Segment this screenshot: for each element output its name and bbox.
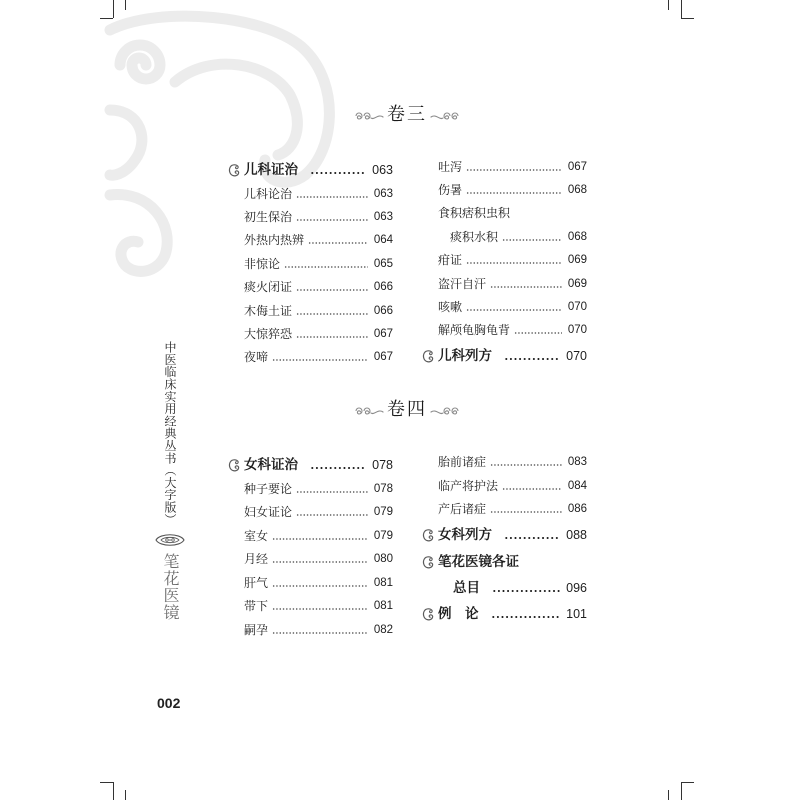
- book-title-vertical: 笔花医镜: [161, 553, 180, 621]
- cartouche-ornament-icon: [154, 532, 186, 548]
- entry-page-number: 068: [567, 184, 587, 196]
- entry-title: 咳嗽: [438, 300, 463, 314]
- toc-heading-entry: [228, 161, 393, 179]
- crop-mark-top-left: [113, 0, 114, 18]
- entry-title: 木侮土证: [244, 304, 293, 318]
- entry-page-number: 081: [373, 577, 393, 589]
- entry-title: 嗣孕: [244, 623, 269, 637]
- entry-page-number: 080: [373, 553, 393, 565]
- entry-title: 月经: [244, 552, 269, 566]
- entry-title: 儿科列方: [438, 348, 492, 364]
- entry-title: 吐泻: [438, 160, 463, 174]
- cloud-scroll-icon: [422, 347, 438, 365]
- entry-page-number: 088: [566, 528, 587, 542]
- crop-mark-bottom-left: [125, 790, 126, 800]
- dot-leader: [296, 513, 368, 517]
- crop-mark-bottom-right: [668, 790, 669, 800]
- dot-leader: [284, 265, 368, 269]
- toc-heading-entry: [422, 605, 587, 623]
- ornament-right-icon: [430, 405, 460, 417]
- volume-title: 卷三: [387, 104, 427, 125]
- dot-leader: [272, 631, 368, 635]
- crop-mark-bottom-right: [681, 782, 694, 783]
- dot-leader: [296, 312, 368, 316]
- crop-mark-bottom-left: [113, 782, 114, 800]
- toc-entry: [244, 550, 393, 568]
- entry-page-number: 063: [373, 211, 393, 223]
- toc-entry: [244, 325, 393, 343]
- toc-heading-entry: [422, 347, 587, 365]
- toc-entry: [244, 574, 393, 592]
- toc-entry: [438, 251, 587, 269]
- entry-title: 带下: [244, 599, 269, 613]
- entry-page-number: 082: [373, 624, 393, 636]
- dot-leader: [466, 261, 562, 265]
- entry-page-number: 070: [567, 301, 587, 313]
- dot-leader: [310, 171, 366, 175]
- entry-title: 初生保治: [244, 210, 293, 224]
- toc-entry: [244, 278, 393, 296]
- entry-page-number: 078: [372, 458, 393, 472]
- dot-leader: [466, 168, 562, 172]
- toc-entry: [244, 621, 393, 639]
- crop-mark-top-left: [125, 0, 126, 10]
- entry-title: 产后诸症: [438, 502, 487, 516]
- crop-mark-top-left: [100, 18, 113, 19]
- entry-title: 夜啼: [244, 350, 269, 364]
- entry-page-number: 068: [567, 231, 587, 243]
- entry-page-number: 081: [373, 600, 393, 612]
- ornament-right-icon: [430, 110, 460, 122]
- toc-heading-entry-continuation: [453, 579, 587, 597]
- series-title-vertical: 中医临床实用经典丛书（大字版）: [163, 341, 177, 526]
- toc-entry-continuation: [450, 228, 587, 246]
- dot-leader: [466, 191, 562, 195]
- entry-page-number: 079: [373, 506, 393, 518]
- entry-page-number: 086: [567, 503, 587, 515]
- toc-entry: [438, 321, 587, 339]
- entry-page-number: 084: [567, 480, 587, 492]
- entry-title: 非惊论: [244, 257, 281, 271]
- entry-page-number: 069: [567, 254, 587, 266]
- dot-leader: [272, 607, 368, 611]
- cloud-scroll-icon: [228, 456, 244, 474]
- entry-title: 大惊猝恐: [244, 327, 293, 341]
- entry-page-number: 079: [373, 530, 393, 542]
- toc-entry: [244, 503, 393, 521]
- entry-title: 胎前诸症: [438, 455, 487, 469]
- dot-leader: [272, 560, 368, 564]
- crop-mark-bottom-right: [681, 782, 682, 800]
- dot-leader: [492, 589, 560, 593]
- ornament-left-icon: [354, 110, 384, 122]
- entry-title: 盗汗自汗: [438, 277, 487, 291]
- entry-page-number: 064: [373, 234, 393, 246]
- toc-entry: [244, 302, 393, 320]
- crop-mark-top-right: [668, 0, 669, 10]
- cloud-scroll-icon: [422, 526, 438, 544]
- entry-title: 女科证治: [244, 457, 298, 473]
- toc-entry: [244, 208, 393, 226]
- crop-mark-top-right: [681, 18, 694, 19]
- toc-entry: [244, 527, 393, 545]
- dot-leader: [296, 195, 368, 199]
- entry-page-number: 083: [567, 456, 587, 468]
- entry-page-number: 066: [373, 305, 393, 317]
- entry-page-number: 070: [566, 349, 587, 363]
- toc-entry: [244, 597, 393, 615]
- entry-page-number: 069: [567, 278, 587, 290]
- entry-title: 临产将护法: [438, 479, 499, 493]
- dot-leader: [296, 490, 368, 494]
- entry-page-number: 067: [373, 351, 393, 363]
- entry-page-number: 065: [373, 258, 393, 270]
- toc-heading-entry: [422, 553, 587, 571]
- dot-leader: [296, 218, 368, 222]
- toc-heading-entry: [228, 456, 393, 474]
- entry-title: 儿科证治: [244, 162, 298, 178]
- entry-title: 外热内热辨: [244, 233, 305, 247]
- toc-entry: [244, 185, 393, 203]
- entry-title: 儿科论治: [244, 187, 293, 201]
- entry-page-number: 078: [373, 483, 393, 495]
- ornament-left-icon: [354, 405, 384, 417]
- dot-leader: [466, 308, 562, 312]
- dot-leader: [504, 357, 560, 361]
- toc-entry: [438, 500, 587, 518]
- entry-page-number: 067: [567, 161, 587, 173]
- dot-leader: [272, 584, 368, 588]
- dot-leader: [514, 331, 562, 335]
- dot-leader: [296, 335, 368, 339]
- toc-entry: [438, 204, 587, 222]
- entry-title: 总目: [453, 580, 480, 596]
- entry-page-number: 063: [372, 163, 393, 177]
- toc-entry: [244, 348, 393, 366]
- entry-page-number: 063: [373, 188, 393, 200]
- crop-mark-top-right: [681, 0, 682, 18]
- entry-title: 女科列方: [438, 527, 492, 543]
- toc-entry: [438, 158, 587, 176]
- entry-title: 解颅龟胸龟背: [438, 323, 511, 337]
- entry-page-number: 096: [566, 581, 587, 595]
- entry-title: 种子要论: [244, 482, 293, 496]
- dot-leader: [491, 615, 561, 619]
- toc-heading-entry: [422, 526, 587, 544]
- dot-leader: [296, 288, 368, 292]
- cloud-scroll-icon: [228, 161, 244, 179]
- toc-entry: [244, 255, 393, 273]
- toc-entry: [438, 275, 587, 293]
- cloud-scroll-icon: [422, 553, 438, 571]
- entry-title: 笔花医镜各证: [438, 554, 519, 570]
- dot-leader: [490, 510, 562, 514]
- cloud-scroll-icon: [422, 605, 438, 623]
- dot-leader: [272, 358, 368, 362]
- toc-entry: [244, 231, 393, 249]
- dot-leader: [502, 238, 562, 242]
- entry-title: 伤暑: [438, 183, 463, 197]
- dot-leader: [310, 466, 366, 470]
- toc-entry: [438, 477, 587, 495]
- toc-entry: [438, 181, 587, 199]
- page-number: 002: [157, 695, 181, 711]
- dot-leader: [504, 536, 560, 540]
- entry-title: 例 论: [438, 606, 479, 622]
- crop-mark-bottom-left: [100, 782, 113, 783]
- entry-page-number: 101: [566, 607, 587, 621]
- entry-title: 室女: [244, 529, 269, 543]
- entry-page-number: 066: [373, 281, 393, 293]
- entry-page-number: 070: [567, 324, 587, 336]
- volume-title: 卷四: [387, 399, 427, 420]
- entry-title: 肝气: [244, 576, 269, 590]
- dot-leader: [308, 241, 368, 245]
- entry-title: 痰积水积: [450, 230, 499, 244]
- dot-leader: [490, 285, 562, 289]
- entry-title: 妇女证论: [244, 505, 293, 519]
- dot-leader: [490, 463, 562, 467]
- dot-leader: [502, 487, 562, 491]
- dot-leader: [272, 537, 368, 541]
- toc-entry: [244, 480, 393, 498]
- entry-title: 食积痞积虫积: [438, 206, 511, 220]
- toc-entry: [438, 298, 587, 316]
- entry-title: 痰火闭证: [244, 280, 293, 294]
- entry-page-number: 067: [373, 328, 393, 340]
- entry-title: 疳证: [438, 253, 463, 267]
- toc-entry: [438, 453, 587, 471]
